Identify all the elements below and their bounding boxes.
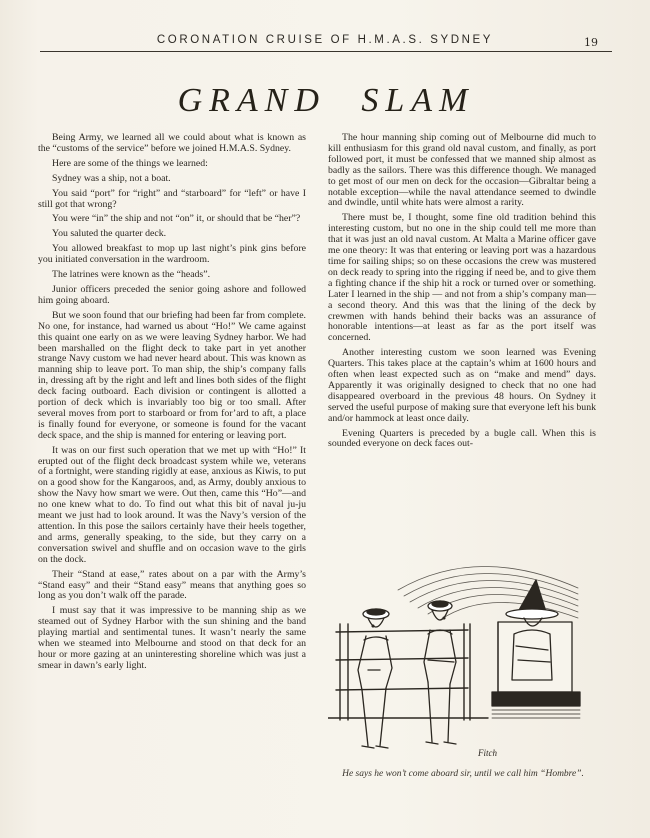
paragraph: You allowed breakfast to mop up last night’s pink gins before you initiated conversation in the wardroom. <box>38 243 306 266</box>
illustration-caption: He says he won’t come aboard sir, until we call him “Hombre”. <box>342 769 584 779</box>
running-header: CORONATION CRUISE OF H.M.A.S. SYDNEY <box>156 34 494 46</box>
paragraph: Their “Stand at ease,” rates about on a par with the Army’s “Stand easy” and their “Stand easy” means that anything goes so long as you don’t walk off the parade. <box>38 568 306 602</box>
sailor-figure <box>424 601 456 744</box>
paragraph: There must be, I thought, some fine old tradition behind this interesting custom, but no one in the ship could tell me more than that it was just an old naval custom. At Malta a Marine officer gave me one theory: It was that entering or leaving port was a hazardous time for sailing ships; so on these occasions the crew was mustered on deck ready to spring into the rigging if need be, and to give them a fighting chance if the ship hit a rock or turned over or something. Later I learned in the ship — and not from a ship’s company man—a second theory. And this was that the lining of the deck by crewmen with hands behind their backs was an assurance of honorable intentions—at least as far as the port itself was concerned. <box>328 212 596 344</box>
paragraph: The latrines were known as the “heads”. <box>52 269 211 281</box>
article-title: GRAND SLAM <box>177 82 475 119</box>
cartoon-illustration <box>328 550 600 764</box>
dock-booth <box>492 622 580 718</box>
header-rule <box>40 51 612 52</box>
paragraph: It was on our first such operation that we met up with “Ho!” It erupted out of the flight deck broadcast system while we, veterans of a fortnight, were standing rigidly at ease, anxious as Kiwis, to put on a good show for the Kangaroos, and, as Army, doubly anxious to show the Navy how smart we were. Out then, came this “Ho”—and no one knew what to do. To find out what this bit of naval ju-ju meant we just had to look around. It was the Navy’s version of the attention. In this pose the sailors certainly have their heels together, and arms, generally speaking, to the side, but they carry on a conversation swivel and shuffle and on occasion wave to the girls on the dock. <box>38 444 306 565</box>
paragraph: Evening Quarters is preceded by a bugle call. When this is sounded everyone on deck faces out- <box>328 427 596 450</box>
paragraph: Another interesting custom we soon learned was Evening Quarters. This takes place at the captain’s whim at 1600 hours and often when least expected such as on “make and mend” days. Apparently it was originally designed to check that no one had disappeared overboard in the previous 48 hours. On Sydney it served the useful purpose of making sure that everyone left his bunk and/or hammock at least once daily. <box>328 347 596 424</box>
sailor-figure <box>358 609 392 748</box>
paragraph: Here are some of the things we learned: <box>52 157 208 169</box>
paragraph: Being Army, we learned all we could about what is known as the “customs of the service” before we joined H.M.A.S. Sydney. <box>38 132 306 154</box>
paragraph: Junior officers preceded the senior going ashore and followed him going aboard. <box>38 283 306 306</box>
artist-signature: Fitch <box>478 748 497 758</box>
ship-railing <box>328 624 488 720</box>
paragraph: You said “port” for “right” and “starboard” for “left” or have I still got that wrong? <box>38 187 306 210</box>
paragraph: I must say that it was impressive to be manning ship as we steamed out of Sydney Harbor with the sun shining and the band playing martial and sentimental tunes. It wasn’t nearly the same when we steamed into Melbourne and stood on that deck for an hour or more gazing at an uninteresting shoreline which was just a smear in dawn’s early light. <box>38 605 306 671</box>
right-column <box>328 133 596 454</box>
paragraph: You saluted the quarter deck. <box>52 228 167 240</box>
paragraph: The hour manning ship coming out of Melbourne did much to kill enthusiasm for this grand old naval custom, and finally, as port followed port, it must be confessed that we manned ship almost as badly as the sailors. There was this difference though. We managed to get most of our men on deck for the occasion—Gibraltar being a notable exception—while the naval attendance seemed to dwindle and dwindle, until white hats were almost a rarity. <box>328 132 596 209</box>
paragraph: You were “in” the ship and not “on” it, or should that be “her”? <box>52 213 301 225</box>
left-column <box>38 133 306 676</box>
paragraph: Sydney was a ship, not a boat. <box>52 172 171 184</box>
paragraph: But we soon found that our briefing had been far from complete. No one, for instance, had warned us about “Ho!” We came against this quaint one early on as we were leaving Sydney harbor. We had been marshalled on the flight deck to take part in yet another strange Navy custom we had never heard about. This was known as manning ship to leave port. To man ship, the ship’s company falls in, dressing aft by the right and left and lines both sides of the flight deck facing outboard. Each division or contingent is allotted a portion of deck which is invariably too big or too small. After several moves from port to starboard or from for’ard to aft, a place is finally found for everyone, or someone is found for the vacant deck space, and the ship is manned for entering or leaving port. <box>38 309 306 441</box>
page-number: 19 <box>584 36 598 49</box>
